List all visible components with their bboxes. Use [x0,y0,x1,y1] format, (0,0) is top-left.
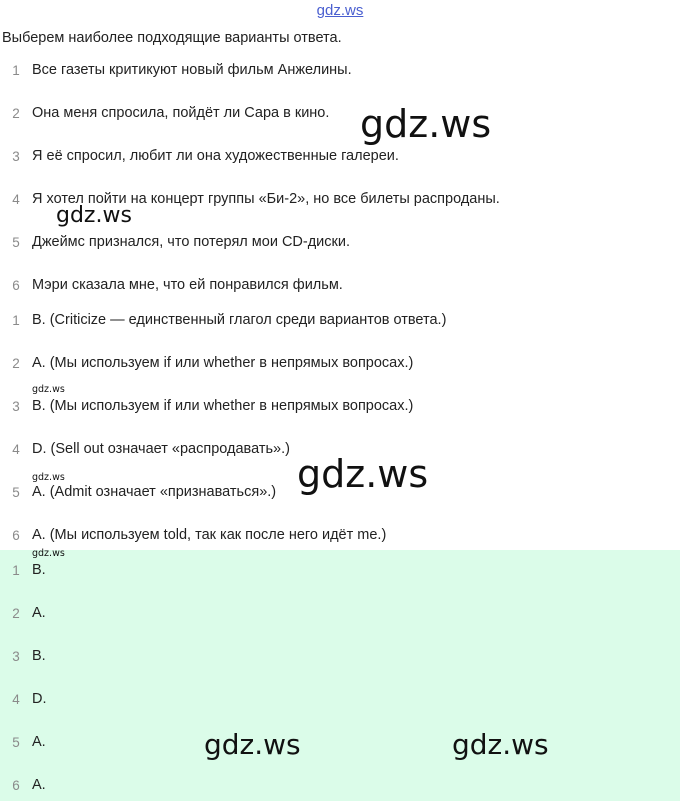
item-number: 2 [12,355,20,371]
explanation-text: B. (Criticize — единственный глагол среди вариантов ответа.) [32,312,447,328]
explanation-item [0,395,413,417]
watermark-text: gdz.ws [32,548,65,559]
item-number: 5 [12,734,20,750]
sentence-text: Джеймс признался, что потерял мои CD-диски. [32,234,351,250]
answer-item [0,688,47,710]
answer-item [0,602,46,624]
item-number: 1 [12,562,20,578]
explanation-text: A. (Мы используем told, так как после него идёт me.) [32,527,387,543]
sentence-text: Все газеты критикуют новый фильм Анжелины. [32,62,352,78]
task-intro: Выберем наиболее подходящие варианты ответа. [2,30,342,46]
sentence-text: Я её спросил, любит ли она художественные галереи. [32,148,399,164]
item-number: 2 [12,105,20,121]
explanation-text: D. (Sell out означает «распродавать».) [32,441,290,457]
watermark-text: gdz.ws [297,452,429,496]
sentence-item [0,231,350,253]
answer-item [0,774,46,796]
explanation-item [0,524,386,546]
item-number: 1 [12,62,20,78]
item-number: 1 [12,312,20,328]
answer-text: A. [32,777,46,793]
sentence-item [0,102,329,124]
answer-item [0,731,46,753]
watermark-text: gdz.ws [32,472,65,483]
explanation-item [0,481,276,503]
item-number: 4 [12,191,20,207]
sentence-item [0,188,500,210]
item-number: 3 [12,148,20,164]
explanation-item [0,352,413,374]
answer-item [0,645,46,667]
item-number: 6 [12,777,20,793]
explanation-item [0,309,446,331]
item-number: 6 [12,527,20,543]
answer-text: A. [32,734,46,750]
explanation-text: B. (Мы используем if или whether в непрямых вопросах.) [32,398,414,414]
watermark-text: gdz.ws [32,384,65,395]
item-number: 5 [12,484,20,500]
item-number: 3 [12,398,20,414]
sentence-item [0,145,399,167]
answers-panel [0,550,680,801]
answer-text: B. [32,648,46,664]
answer-text: B. [32,562,46,578]
sentence-item [0,274,343,296]
answer-text: A. [32,605,46,621]
answer-text: D. [32,691,47,707]
sentence-text: Я хотел пойти на концерт группы «Би-2», но все билеты распроданы. [32,191,500,207]
explanation-text: A. (Admit означает «признаваться».) [32,484,277,500]
item-number: 4 [12,691,20,707]
sentence-text: Она меня спросила, пойдёт ли Сара в кино. [32,105,330,121]
answer-item [0,559,46,581]
sentence-text: Мэри сказала мне, что ей понравился фильм. [32,277,343,293]
site-logo-link[interactable]: gdz.ws [316,2,364,19]
item-number: 2 [12,605,20,621]
item-number: 6 [12,277,20,293]
explanation-item [0,438,290,460]
explanation-text: A. (Мы используем if или whether в непрямых вопросах.) [32,355,414,371]
watermark-text: gdz.ws [56,203,132,228]
sentence-item [0,59,352,81]
item-number: 3 [12,648,20,664]
item-number: 4 [12,441,20,457]
watermark-text: gdz.ws [360,102,492,146]
watermark-text: gdz.ws [204,728,301,761]
item-number: 5 [12,234,20,250]
watermark-text: gdz.ws [452,728,549,761]
